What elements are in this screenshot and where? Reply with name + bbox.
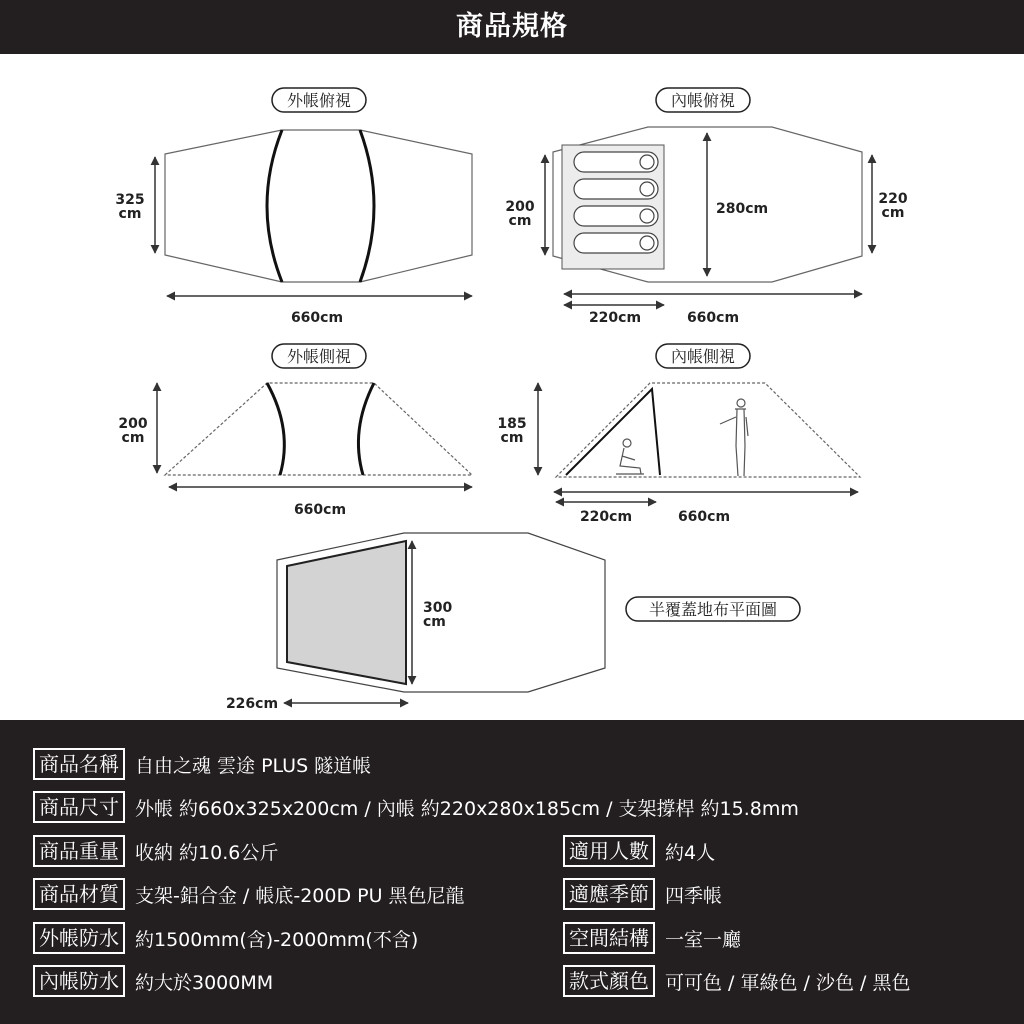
tent-diagrams	[0, 54, 1024, 720]
inner-top-view	[505, 88, 907, 326]
inner-top-left-value: 200	[505, 199, 535, 215]
inner-side-title: 內帳側視	[670, 347, 736, 366]
spec-value: 約4人	[665, 841, 716, 864]
outer-top-height-value: 325	[115, 192, 145, 208]
groundsheet-width: 226cm	[225, 696, 279, 712]
inner-side-height-value: 185	[497, 416, 527, 432]
outer-side-outline	[165, 383, 472, 475]
outer-side-title: 外帳側視	[286, 347, 352, 366]
outer-side-length: 660cm	[293, 502, 347, 518]
inner-top-title: 內帳俯視	[670, 91, 736, 110]
outer-side-pole-right	[358, 383, 374, 475]
spec-row-capacity	[563, 836, 715, 866]
spec-row-inner-waterproof	[33, 966, 273, 996]
groundsheet-title: 半覆蓋地布平面圖	[648, 600, 778, 619]
outer-top-outline	[165, 130, 472, 282]
inner-side-inner-length: 220cm	[579, 509, 633, 525]
spec-value: 約大於3000MM	[135, 971, 274, 994]
spec-value: 收納 約10.6公斤	[135, 841, 279, 864]
standing-person-icon	[720, 399, 748, 476]
spec-value: 外帳 約660x325x200cm / 內帳 約220x280x185cm / 支架撐桿 約15.8mm	[135, 797, 799, 820]
spec-value: 自由之魂 雲途 PLUS 隧道帳	[135, 754, 372, 777]
page-header	[0, 0, 1024, 54]
spec-value: 可可色 / 軍綠色 / 沙色 / 黑色	[665, 971, 911, 994]
page-title: 商品規格	[456, 11, 568, 42]
spec-label: 商品名稱	[33, 748, 125, 780]
sitting-person-icon	[616, 439, 644, 474]
inner-top-length: 660cm	[686, 310, 740, 326]
spec-table	[0, 720, 1024, 1024]
spec-label: 款式顏色	[563, 965, 655, 997]
inner-top-middle: 280cm	[716, 201, 769, 217]
inner-top-inner-length: 220cm	[588, 310, 642, 326]
groundsheet-height-unit: cm	[423, 614, 446, 630]
outer-top-height-unit: cm	[118, 206, 142, 222]
spec-value: 四季帳	[665, 884, 723, 907]
groundsheet-height-value: 300	[423, 600, 453, 616]
spec-row-size	[33, 792, 799, 822]
spec-label: 商品尺寸	[33, 791, 125, 823]
outer-top-title: 外帳俯視	[286, 91, 352, 110]
outer-side-height-unit: cm	[121, 430, 145, 446]
outer-top-length: 660cm	[290, 310, 344, 326]
groundsheet-covered-area	[287, 541, 406, 684]
spec-label: 適用人數	[563, 835, 655, 867]
inner-room-profile	[566, 389, 660, 475]
spec-label: 空間結構	[563, 922, 655, 954]
spec-label: 外帳防水	[33, 922, 125, 954]
spec-label: 內帳防水	[33, 965, 125, 997]
outer-side-height-value: 200	[118, 416, 148, 432]
spec-row-weight	[33, 836, 278, 866]
outer-side-view	[118, 344, 472, 518]
spec-row-layout	[563, 923, 741, 953]
spec-label: 商品重量	[33, 835, 125, 867]
outer-top-view	[115, 88, 472, 326]
spec-row-material	[33, 879, 465, 909]
spec-row-season	[563, 879, 722, 909]
outer-side-pole-left	[267, 383, 284, 475]
spec-label: 適應季節	[563, 878, 655, 910]
spec-label: 商品材質	[33, 878, 125, 910]
inner-side-height-unit: cm	[500, 430, 524, 446]
inner-side-outline	[556, 383, 860, 477]
inner-top-right-value: 220	[878, 191, 908, 207]
groundsheet-view	[226, 533, 800, 712]
inner-top-right-unit: cm	[881, 205, 905, 221]
spec-value: 一室一廳	[665, 928, 742, 951]
inner-side-view	[497, 344, 860, 525]
outer-top-pole-left	[267, 130, 282, 282]
spec-row-colors	[563, 966, 910, 996]
spec-row-name	[33, 749, 371, 779]
outer-top-pole-right	[360, 130, 374, 282]
spec-value: 支架-鋁合金 / 帳底-200D PU 黑色尼龍	[135, 884, 465, 907]
inner-side-length: 660cm	[677, 509, 731, 525]
spec-row-outer-waterproof	[33, 923, 418, 953]
spec-value: 約1500mm(含)-2000mm(不含)	[135, 928, 419, 951]
inner-top-left-unit: cm	[508, 213, 532, 229]
